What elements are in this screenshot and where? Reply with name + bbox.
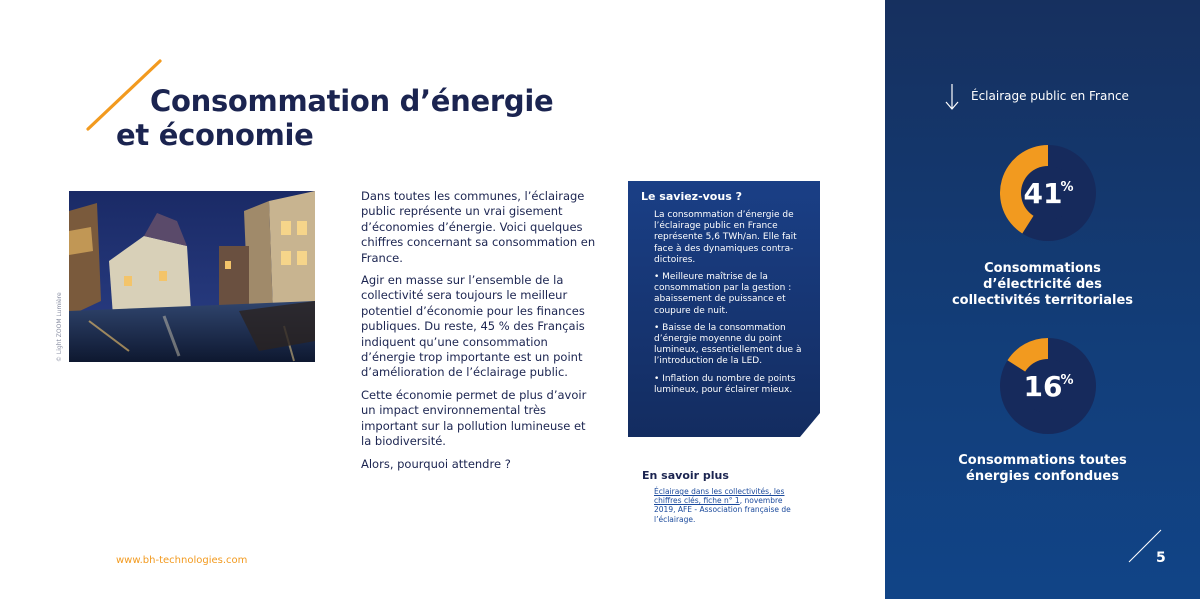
stat-label-line: énergies confondues (966, 469, 1119, 484)
donut-chart-stat-1 (1000, 145, 1096, 241)
title-line-2: et économie (116, 118, 314, 152)
photo-credit: © Light ZOOM Lumière (56, 292, 63, 362)
did-you-know-item: • Baisse de la consommation d’énergie moyenne du point lumineux, essentiellement due à l’introduction de la LED. (654, 322, 802, 367)
stat-label-2 (885, 453, 1200, 485)
annecy-night-photo (69, 191, 315, 362)
stat-label-1 (885, 261, 1200, 309)
stat-unit: % (1060, 180, 1074, 195)
title-line-1: Consommation d’énergie (150, 84, 554, 118)
stat-value: 41 (1023, 177, 1063, 210)
body-text (361, 189, 597, 479)
stat-label-line: collectivités territoriales (951, 293, 1134, 308)
page-title (116, 84, 553, 152)
stat-unit: % (1060, 373, 1074, 388)
body-paragraph: Cette économie permet de plus d’avoir un impact environnemental très important sur la pollution lumineuse et la biodiversité. (361, 387, 587, 449)
did-you-know-title: Le saviez-vous ? (641, 190, 742, 203)
side-panel-heading: Éclairage public en France (971, 89, 1129, 103)
website-link[interactable]: www.bh-technologies.com (116, 555, 248, 566)
stat-label-line: Consommations (984, 261, 1101, 276)
did-you-know-box (628, 181, 820, 437)
learn-more-reference (654, 487, 804, 524)
learn-more-link[interactable]: Éclairage dans les collectivités, les chiffres clés, fiche n° 1 (654, 487, 785, 506)
stat-value: 16 (1023, 370, 1063, 403)
did-you-know-item: • Inflation du nombre de points lumineux, pour éclairer mieux. (654, 373, 796, 395)
body-paragraph: Dans toutes les communes, l’éclairage public représente un vrai gisement d’économies d’énergie. Voici quelques chiffres concernant sa consommation en France. (361, 189, 596, 265)
did-you-know-item: La consommation d’énergie de l’éclairage public en France représente 5,6 TWh/an. Elle fait face à des dynamiques contra-dictoires. (654, 210, 797, 265)
stats-side-panel (885, 0, 1200, 599)
learn-more-suffix: , novembre 2019, AFE - Association française de l’éclairage. (654, 496, 791, 524)
stat-label-line: d’électricité des (983, 277, 1102, 292)
donut-chart-stat-2 (1000, 338, 1096, 434)
learn-more-title: En savoir plus (642, 469, 729, 482)
page-number: 5 (1156, 550, 1166, 566)
stat-label-line: Consommations toutes (958, 453, 1127, 468)
body-paragraph: Alors, pourquoi attendre ? (361, 456, 511, 471)
did-you-know-list (654, 210, 814, 402)
body-paragraph: Agir en masse sur l’ensemble de la collectivité sera toujours le meilleur potentiel d’économie pour les finances publiques. Du reste, 45 % des Français indiquent qu’une consommation d’énergie trop importante est un point d’amélioration de l’éclairage public. (361, 273, 585, 380)
did-you-know-item: • Meilleure maîtrise de la consommation par la gestion : abaissement de puissance et coupure de nuit. (654, 272, 792, 316)
arrow-down-icon (944, 82, 960, 112)
